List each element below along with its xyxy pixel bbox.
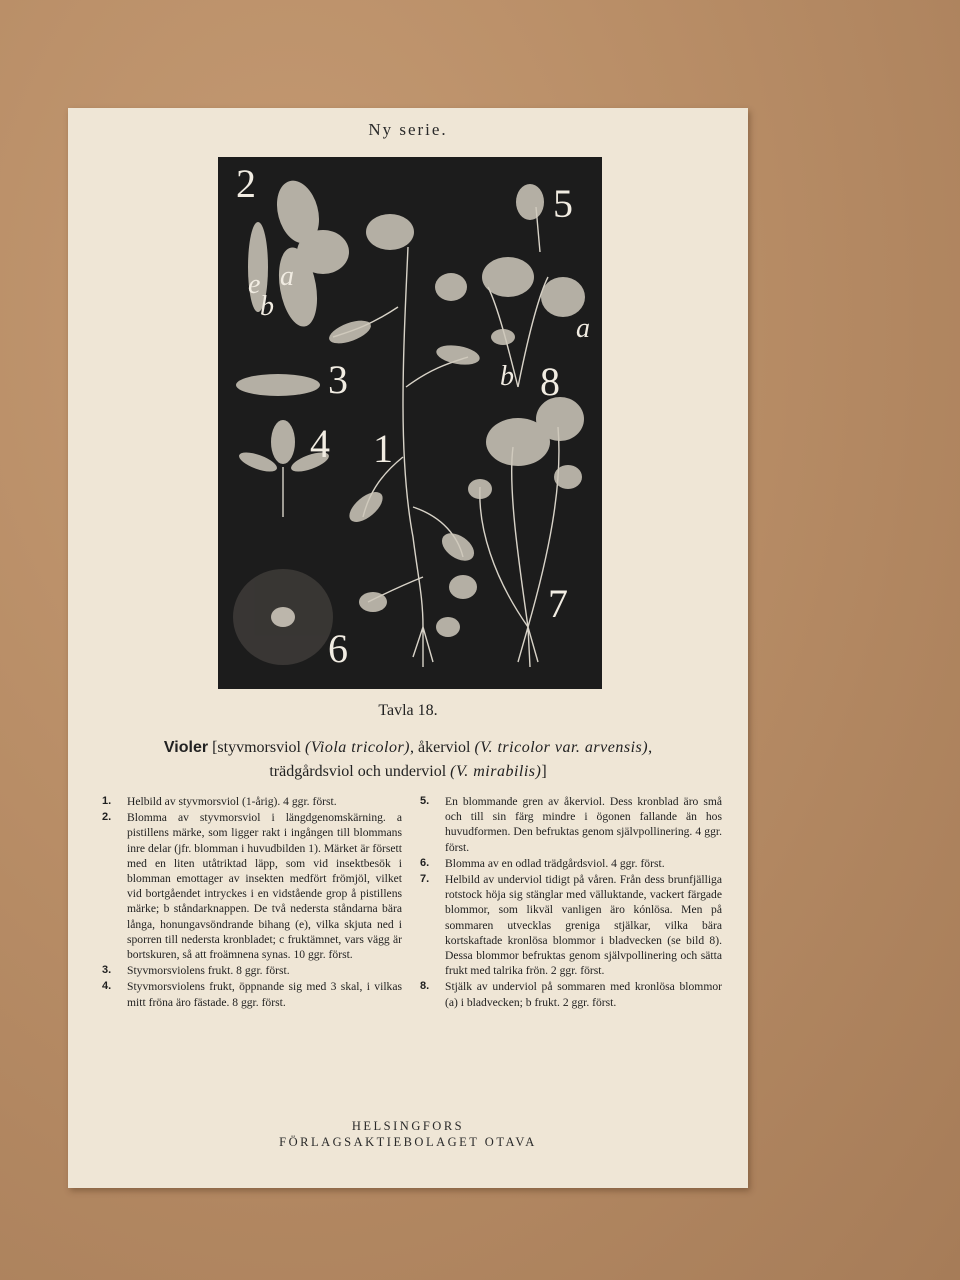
figure-label-3: 3 xyxy=(328,357,348,402)
publisher-imprint xyxy=(68,1118,748,1150)
figure-label-2: 2 xyxy=(236,161,256,206)
legend-column-right xyxy=(418,794,722,1011)
letter-label-b-fig2: b xyxy=(260,291,274,322)
legend-item xyxy=(418,794,722,855)
figure-label-5: 5 xyxy=(553,181,573,226)
legend-text: Stjälk av underviol på sommaren med kronlösa blommor (a) i bladvecken; b frukt. 2 ggr. först. xyxy=(445,980,722,1009)
figure-label-1: 1 xyxy=(373,426,393,471)
letter-label-b-fig8: b xyxy=(500,361,514,392)
title-latin-1: (Viola tricolor) xyxy=(304,739,411,756)
book-page xyxy=(68,108,748,1188)
title-close: ] xyxy=(541,763,547,780)
legend-item xyxy=(418,979,722,1009)
letter-label-e-fig2: e xyxy=(248,269,261,300)
series-heading: Ny serie. xyxy=(368,120,448,139)
legend-item xyxy=(100,979,402,1009)
title-open: [styvmorsviol xyxy=(208,739,305,756)
legend-text: Styvmorsviolens frukt, öppnande sig med 3 skal, i vilkas mitt fröna äro fästade. 8 ggr. först. xyxy=(127,980,402,1009)
legend-item xyxy=(100,963,402,978)
title-word: Violer xyxy=(163,739,209,756)
legend-item xyxy=(418,872,722,978)
legend-text: Helbild av underviol tidigt på våren. Från dess brunfjälliga rotstock höja sig stänglar med välluktande, vackert färgade blommor, som likväl vanligen äro kónlösa. Men på sommaren utvecklas greniga stjälkar, vilka bära kortskaftade kronlösa blommor i bladvecken (se bild 8). Dessa blommor befruktas genom självpollinering och sätta frukt med talrika frön. 2 ggr. först. xyxy=(445,873,722,978)
letter-label-a-fig8: a xyxy=(576,313,590,344)
legend-number: 7. xyxy=(420,873,430,886)
title-mid-2: , xyxy=(648,739,653,756)
figure-label-8: 8 xyxy=(540,359,560,404)
legend-number: 1. xyxy=(102,795,112,807)
title-line-2: trädgårdsviol och underviol xyxy=(269,763,451,780)
legend-text: Blomma av en odlad trädgårdsviol. 4 ggr. först. xyxy=(445,856,665,870)
botanical-plate xyxy=(218,157,602,689)
legend-text: Blomma av styvmorsviol i längdgenomskärning. a pistillens märke, som ligger rakt i ingången till blommans inre delar (jfr. blomman i huvudbilden 1). Märket är försett med en liten utåtriktad läpp, som vid insektbesök i blomman emottager av insekten medfört frömjöl, vilket vid bortgåendet intryckes i en vidstående grop å pistillens märke; b ståndarknappen. De två nedersta ståndarna bära långa, honungavsöndrande bihang (e), vilka skjuta ned i sporren till nedersta kronbladet; c fruktämnet, vars vägg är bortskuren, så att froämnena synas. 10 ggr. först. xyxy=(127,811,402,962)
legend-item xyxy=(418,856,722,871)
title-latin-3: (V. mirabilis) xyxy=(450,763,542,780)
legend-text: En blommande gren av åkerviol. Dess kronblad äro små och till sin färg mindre i ögonen fallande än hos huvudformen. Den befruktas genom självpollinering. 4 ggr. först. xyxy=(445,795,722,854)
legend-text: Helbild av styvmorsviol (1-årig). 4 ggr. först. xyxy=(127,795,337,808)
plate-title xyxy=(98,736,718,784)
letter-label-a-fig2: a xyxy=(280,261,294,292)
legend-number: 4. xyxy=(102,980,112,993)
title-latin-2: (V. tricolor var. arvensis) xyxy=(474,739,649,756)
legend-number: 5. xyxy=(420,795,430,807)
violet-illustration xyxy=(218,157,602,689)
legend-number: 8. xyxy=(420,980,430,993)
imprint-publisher: FÖRLAGSAKTIEBOLAGET OTAVA xyxy=(279,1135,537,1149)
legend-number: 6. xyxy=(420,856,430,869)
legend-column-left xyxy=(100,794,402,1011)
legend-text: Styvmorsviolens frukt. 8 ggr. först. xyxy=(127,964,290,978)
legend-number: 3. xyxy=(102,964,112,977)
plate-number: Tavla 18. xyxy=(378,702,438,719)
imprint-city: HELSINGFORS xyxy=(351,1119,465,1133)
figure-label-7: 7 xyxy=(548,581,568,626)
title-mid-1: , åkerviol xyxy=(410,739,475,756)
legend-item xyxy=(100,794,402,809)
figure-label-4: 4 xyxy=(310,421,330,466)
legend-number: 2. xyxy=(102,811,112,824)
legend-item xyxy=(100,810,402,962)
figure-label-6: 6 xyxy=(328,626,348,671)
